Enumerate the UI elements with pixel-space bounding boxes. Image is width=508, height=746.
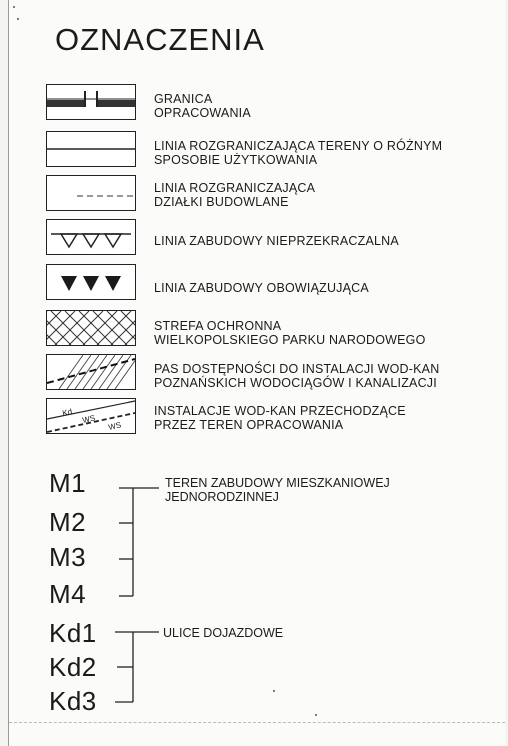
- zone-bracket-residential: [109, 482, 169, 602]
- legend-label-line2: WIELKOPOLSKIEGO PARKU NARODOWEGO: [154, 333, 426, 347]
- zone-desc-line1: ULICE DOJAZDOWE: [163, 626, 284, 640]
- scan-speck: [273, 690, 275, 692]
- zone-code-kd1: Kd1: [49, 618, 97, 648]
- crosshatch-symbol: [46, 310, 136, 346]
- legend-label: [154, 139, 442, 167]
- scan-speck: [17, 18, 19, 20]
- pipe-label-ws: WS: [81, 413, 97, 425]
- legend-label-line1: LINIA ROZGRANICZAJĄCA: [154, 181, 316, 195]
- zone-code-kd2: Kd2: [49, 652, 97, 682]
- zone-desc-line2: JEDNORODZINNEJ: [165, 490, 279, 504]
- pipe-label-ws-2: WS: [107, 420, 123, 432]
- pipe-label-kd: Kd: [61, 407, 73, 418]
- legend-label: [154, 234, 399, 248]
- hollow-triangles-symbol: [46, 219, 136, 255]
- legend-label: [154, 319, 426, 347]
- legend-label: [154, 404, 406, 432]
- legend-label: [154, 92, 251, 120]
- sheet-edge-line: [9, 722, 505, 723]
- zone-desc-line1: TEREN ZABUDOWY MIESZKANIOWEJ: [165, 476, 390, 490]
- legend-label-line1: PAS DOSTĘPNOŚCI DO INSTALACJI WOD-KAN: [154, 362, 440, 376]
- legend-label: [154, 181, 315, 209]
- legend-label-line2: OPRACOWANIA: [154, 106, 251, 120]
- zone-bracket-roads: [109, 626, 169, 710]
- zone-code-m2: M2: [49, 507, 87, 537]
- zone-desc-roads: [163, 626, 283, 640]
- boundary-symbol: [46, 84, 136, 120]
- legend-label-line1: INSTALACJE WOD-KAN PRZECHODZĄCE: [154, 404, 406, 418]
- legend-label-line1: LINIA ZABUDOWY OBOWIĄZUJĄCA: [154, 281, 369, 295]
- zone-code-m1: M1: [49, 468, 87, 498]
- dashed-line-symbol: [46, 175, 136, 211]
- legend-label: [154, 281, 369, 295]
- legend-label-line2: DZIAŁKI BUDOWLANE: [154, 195, 289, 209]
- double-line-symbol: [46, 131, 136, 167]
- zone-code-kd3: Kd3: [49, 686, 97, 716]
- legend-label: [154, 362, 439, 390]
- scan-speck: [315, 714, 317, 716]
- legend-title: OZNACZENIA: [55, 22, 265, 57]
- filled-triangles-symbol: [46, 264, 136, 300]
- zone-code-m3: M3: [49, 542, 87, 572]
- zone-desc-residential: [165, 476, 390, 504]
- pipeline-symbol: [46, 398, 136, 434]
- zone-code-m4: M4: [49, 579, 87, 609]
- legend-label-line1: STREFA OCHRONNA: [154, 319, 282, 333]
- diagonal-hatch-symbol: [46, 354, 136, 390]
- scan-speck: [13, 6, 15, 8]
- legend-sheet: [8, 0, 505, 746]
- legend-label-line2: SPOSOBIE UŻYTKOWANIA: [154, 153, 318, 167]
- legend-label-line2: PRZEZ TEREN OPRACOWANIA: [154, 418, 344, 432]
- legend-label-line1: LINIA ROZGRANICZAJĄCA TERENY O RÓŻNYM: [154, 139, 443, 153]
- legend-label-line1: GRANICA: [154, 92, 213, 106]
- legend-label-line1: LINIA ZABUDOWY NIEPRZEKRACZALNA: [154, 234, 399, 248]
- legend-label-line2: POZNAŃSKICH WODOCIĄGÓW I KANALIZACJI: [154, 376, 437, 390]
